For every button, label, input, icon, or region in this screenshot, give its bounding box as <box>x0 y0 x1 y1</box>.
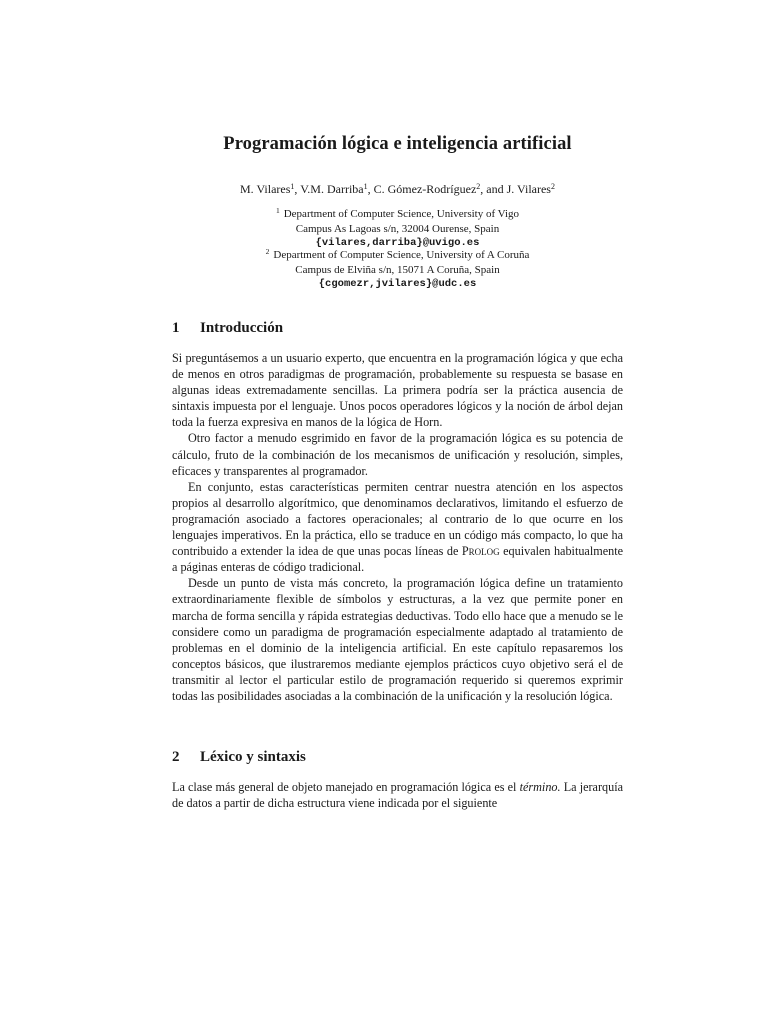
emphasized-term: término. <box>519 780 561 794</box>
paragraph <box>172 479 623 576</box>
paragraph: Si preguntásemos a un usuario experto, que encuentra en la programación lógica y que echa de menos en otros paradigmas de programación, probablemente su respuesta se basase en algunas ideas extremadamente sencillas. La primera podría ser la práctica ausencia de sintaxis impuesta por el lenguaje. Unos pocos operadores lógicos y la noción de árbol dejan toda la fuerza expresiva en manos de la lógica de Horn. <box>172 351 623 430</box>
section-1-body <box>172 350 623 704</box>
author-affiliation-mark: 2 <box>550 182 555 191</box>
section-number: 2 <box>172 749 180 765</box>
affiliation-email: {cgomezr,jvilares}@udc.es <box>318 278 477 291</box>
author-name: M. Vilares <box>240 182 291 196</box>
section-2-body <box>172 779 623 811</box>
author-affiliation-mark: 2 <box>476 182 481 191</box>
section-number: 1 <box>172 320 180 336</box>
author-name: V.M. Darriba <box>300 182 364 196</box>
author-name: C. Gómez-Rodríguez <box>373 182 477 196</box>
author-name: J. Vilares <box>506 182 551 196</box>
section-heading-introduccion <box>172 320 283 337</box>
prolog-term: Prolog <box>461 544 500 559</box>
affiliation-address: Campus As Lagoas s/n, 32004 Ourense, Spain <box>295 222 500 235</box>
paper-title: Programación lógica e inteligencia artificial <box>223 134 572 154</box>
section-title: Introducción <box>200 320 284 336</box>
paragraph-text: La jerarquía de datos a partir de dicha estructura viene indicada por el siguiente <box>172 780 623 811</box>
paragraph-text: En conjunto, estas características permiten centrar nuestra atención en los aspectos propios al desarrollo algorítmico, que denominamos declarativos, limitando el esfuerzo de programación asociado a factores operacionales; al contrario de lo que ocurre en los lenguajes imperativos. En la práctica, ello se traduce en un código más compacto, lo que ha contribuido a extender la idea de que unas pocas líneas de <box>172 479 623 559</box>
author-conjunction: and <box>486 182 504 196</box>
section-title: Léxico y sintaxis <box>200 749 306 765</box>
paragraph <box>172 779 623 811</box>
affiliation-email: {vilares,darriba}@uvigo.es <box>315 237 480 250</box>
affiliation-dept: Department of Computer Science, University of Vigo <box>283 208 520 220</box>
affiliation-2 <box>172 248 623 292</box>
paragraph: Desde un punto de vista más concreto, la programación lógica define un tratamiento extraordinariamente flexible de símbolos y estructuras, a la vez que permite poner en marcha de forma sencilla y rápida estrategias deductivas. Todo ello hace que a menudo se le considere como un paradigma de programación especialmente adaptado al tratamiento de problemas en el dominio de la inteligencia artificial. En este capítulo repasaremos los conceptos básicos, que ilustraremos mediante ejemplos prácticos cuyo objetivo será el de transmitir al lector el particular estilo de programación requerido si queremos exprimir todas las posibilidades asociadas a la combinación de la unificación y la resolución lógica. <box>172 576 623 703</box>
paragraph-text: La clase más general de objeto manejado en programación lógica es el <box>172 780 517 794</box>
section-heading-lexico <box>172 749 306 766</box>
affiliation-mark: 1 <box>275 206 280 215</box>
paragraph: Otro factor a menudo esgrimido en favor de la programación lógica es su potencia de cálculo, fruto de la combinación de los mecanismos de unificación y resolución, simples, eficaces y transparentes al programador. <box>172 431 623 478</box>
affiliation-mark: 2 <box>265 247 270 256</box>
author-affiliation-mark: 1 <box>363 182 368 191</box>
author-list: M. Vilares$^1$, V.M. Darriba$^1$, C. Gómez-Rodríguez$^2$, and J. Vilares$^2$ <box>240 182 555 196</box>
affiliation-address: Campus de Elviña s/n, 15071 A Coruña, Spain <box>295 263 500 276</box>
author-affiliation-mark: 1 <box>290 182 295 191</box>
affiliation-1 <box>172 207 623 251</box>
paragraph-text: equivalen habitualmente a páginas enteras de código tradicional. <box>172 544 623 575</box>
affiliation-dept: Department of Computer Science, University of A Coruña <box>273 249 530 261</box>
